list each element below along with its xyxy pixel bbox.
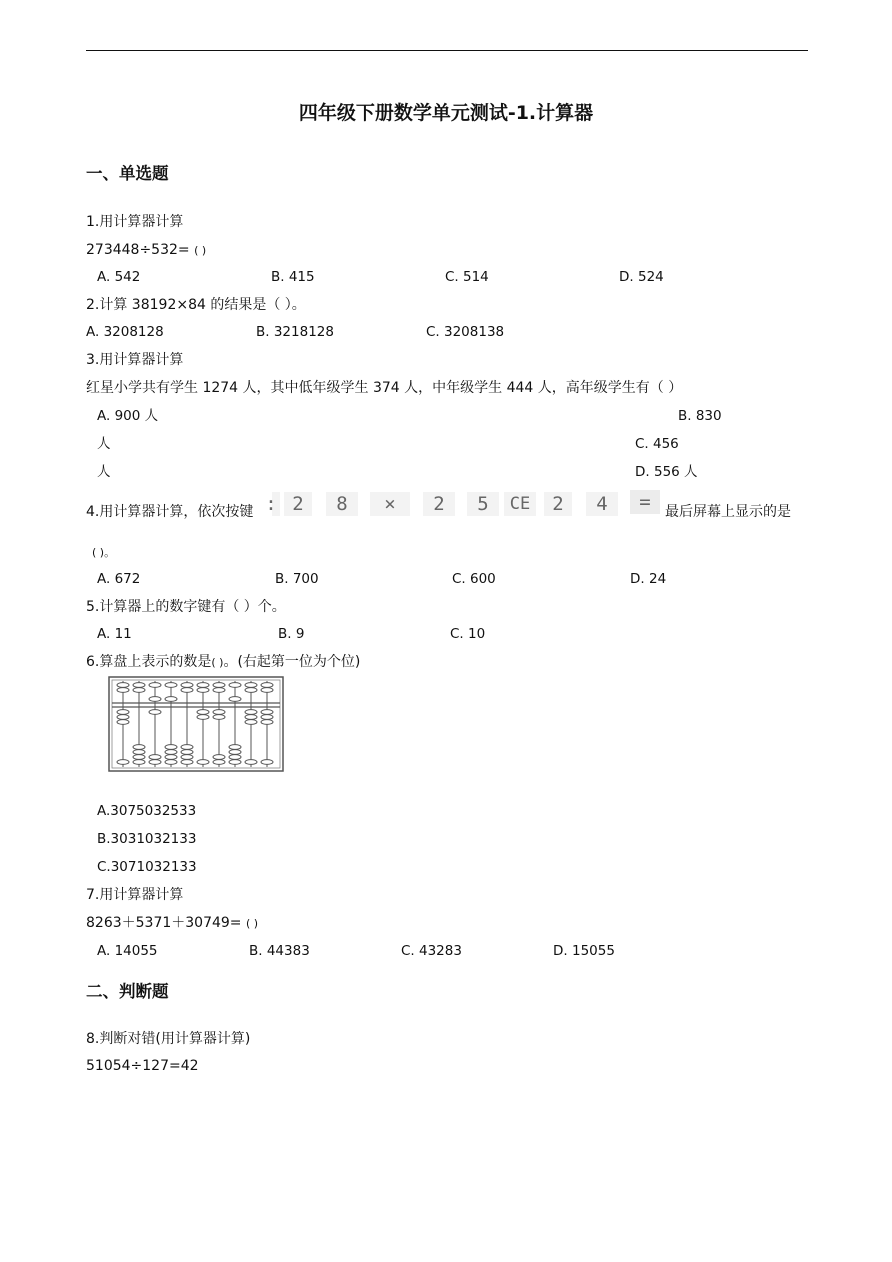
abacus-lower-bead (213, 755, 225, 760)
question-7-option-c: C. 43283 (401, 943, 462, 959)
abacus-upper-bead (117, 683, 129, 688)
abacus-upper-bead (117, 688, 129, 693)
abacus-lower-bead (149, 755, 161, 760)
question-3-option-a: A. 900 人 (97, 408, 159, 424)
question-6-option-a: A.3075032533 (97, 803, 197, 819)
question-3-option-b: B. 830 (678, 408, 722, 424)
calculator-key-equals: = (630, 490, 660, 514)
question-6-option-c: C.3071032133 (97, 859, 197, 875)
abacus-lower-bead (213, 715, 225, 720)
page-title: 四年级下册数学单元测试-1.计算器 (298, 102, 594, 124)
question-1-option-b: B. 415 (271, 269, 315, 285)
abacus-lower-bead (133, 760, 145, 765)
question-5-option-a: A. 11 (97, 626, 132, 642)
question-4-stem: 4.用计算器计算，依次按键 (86, 504, 254, 520)
abacus-upper-bead (197, 688, 209, 693)
abacus-lower-bead (245, 710, 257, 715)
calculator-key-multiply: × (370, 492, 410, 516)
abacus-lower-bead (213, 760, 225, 765)
calculator-key-2-third: 2 (544, 492, 572, 516)
calculator-key-4: 4 (586, 492, 618, 516)
abacus-upper-bead (181, 688, 193, 693)
calculator-key-2-second: 2 (423, 492, 455, 516)
question-3-option-b-unit: 人 (97, 436, 111, 452)
question-2-stem: 2.计算 38192×84 的结果是（ ）。 (86, 297, 306, 313)
question-6-stem: 6.算盘上表示的数是( )。(右起第一位为个位) (86, 654, 361, 670)
abacus-lower-bead (229, 745, 241, 750)
question-4-answer-paren: ( )。 (92, 546, 116, 559)
abacus-lower-bead (133, 745, 145, 750)
question-1-option-d: D. 524 (619, 269, 664, 285)
question-3-option-d: D. 556 人 (635, 464, 698, 480)
question-1-stem: 1.用计算器计算 (86, 214, 184, 230)
abacus-lower-bead (149, 710, 161, 715)
calculator-key-5: 5 (467, 492, 499, 516)
question-7-option-a: A. 14055 (97, 943, 158, 959)
abacus-upper-bead (229, 697, 241, 702)
question-2-option-c: C. 3208138 (426, 324, 505, 340)
abacus-upper-bead (261, 688, 273, 693)
abacus-beads (117, 683, 273, 765)
abacus-lower-bead (197, 710, 209, 715)
question-6-option-b: B.3031032133 (97, 831, 197, 847)
abacus-upper-bead (229, 683, 241, 688)
question-7-expression: 8263＋5371＋30749= ( ) (86, 915, 259, 931)
abacus-lower-bead (117, 715, 129, 720)
calculator-key-2: 2 (284, 492, 312, 516)
abacus-upper-bead (149, 697, 161, 702)
question-5-option-b: B. 9 (278, 626, 305, 642)
question-5-stem: 5.计算器上的数字键有（ ）个。 (86, 599, 286, 615)
abacus-lower-bead (117, 760, 129, 765)
question-5-option-c: C. 10 (450, 626, 486, 642)
abacus-lower-bead (213, 710, 225, 715)
abacus-figure (108, 676, 284, 772)
question-2-option-a: A. 3208128 (86, 324, 164, 340)
calculator-key-ce: CE (504, 492, 536, 516)
abacus-lower-bead (229, 750, 241, 755)
abacus-rods (123, 681, 267, 767)
abacus-upper-bead (261, 683, 273, 688)
abacus-upper-bead (197, 683, 209, 688)
question-2-option-b: B. 3218128 (256, 324, 334, 340)
calculator-key-partial: : (272, 492, 280, 516)
abacus-lower-bead (165, 760, 177, 765)
abacus-lower-bead (197, 760, 209, 765)
abacus-lower-bead (181, 750, 193, 755)
question-8-expression: 51054÷127=42 (86, 1058, 199, 1074)
abacus-lower-bead (261, 715, 273, 720)
question-4-option-c: C. 600 (452, 571, 496, 587)
abacus-lower-bead (261, 720, 273, 725)
question-1-expression: 273448÷532= ( ) (86, 242, 207, 258)
question-8-stem: 8.判断对错(用计算器计算) (86, 1031, 251, 1047)
abacus-upper-bead (133, 683, 145, 688)
abacus-lower-bead (165, 755, 177, 760)
abacus-lower-bead (229, 760, 241, 765)
question-4-option-d: D. 24 (630, 571, 667, 587)
abacus-lower-bead (117, 720, 129, 725)
abacus-upper-bead (245, 683, 257, 688)
question-3-stem: 3.用计算器计算 (86, 352, 184, 368)
abacus-lower-bead (181, 760, 193, 765)
abacus-lower-bead (165, 745, 177, 750)
section-heading-true-false: 二、判断题 (86, 982, 169, 1001)
abacus-lower-bead (229, 755, 241, 760)
abacus-lower-bead (197, 715, 209, 720)
abacus-upper-bead (213, 688, 225, 693)
abacus-lower-bead (133, 750, 145, 755)
abacus-lower-bead (245, 715, 257, 720)
header-rule (86, 50, 808, 51)
calculator-key-sequence (265, 490, 662, 518)
abacus-lower-bead (245, 720, 257, 725)
abacus-lower-bead (245, 760, 257, 765)
question-4-stem-tail: 最后屏幕上显示的是 (665, 504, 791, 520)
question-3-text: 红星小学共有学生 1274 人，其中低年级学生 374 人，中年级学生 444 人，高年级学生有（ ） (86, 380, 683, 396)
abacus-upper-bead (165, 683, 177, 688)
question-4-option-a: A. 672 (97, 571, 141, 587)
question-3-option-c: C. 456 (635, 436, 679, 452)
question-7-option-b: B. 44383 (249, 943, 310, 959)
abacus-lower-bead (133, 755, 145, 760)
abacus-upper-bead (133, 688, 145, 693)
abacus-lower-bead (261, 710, 273, 715)
abacus-lower-bead (165, 750, 177, 755)
abacus-lower-bead (117, 710, 129, 715)
calculator-key-8: 8 (326, 492, 358, 516)
abacus-lower-bead (181, 755, 193, 760)
abacus-lower-bead (181, 745, 193, 750)
question-1-option-a: A. 542 (97, 269, 141, 285)
question-3-option-c-unit: 人 (97, 464, 111, 480)
question-7-stem: 7.用计算器计算 (86, 887, 184, 903)
question-7-option-d: D. 15055 (553, 943, 615, 959)
question-4-option-b: B. 700 (275, 571, 319, 587)
abacus-upper-bead (213, 683, 225, 688)
abacus-upper-bead (149, 683, 161, 688)
abacus-upper-bead (245, 688, 257, 693)
question-1-option-c: C. 514 (445, 269, 489, 285)
abacus-lower-bead (261, 760, 273, 765)
abacus-upper-bead (165, 697, 177, 702)
abacus-lower-bead (149, 760, 161, 765)
abacus-upper-bead (181, 683, 193, 688)
section-heading-single-choice: 一、单选题 (86, 164, 169, 183)
